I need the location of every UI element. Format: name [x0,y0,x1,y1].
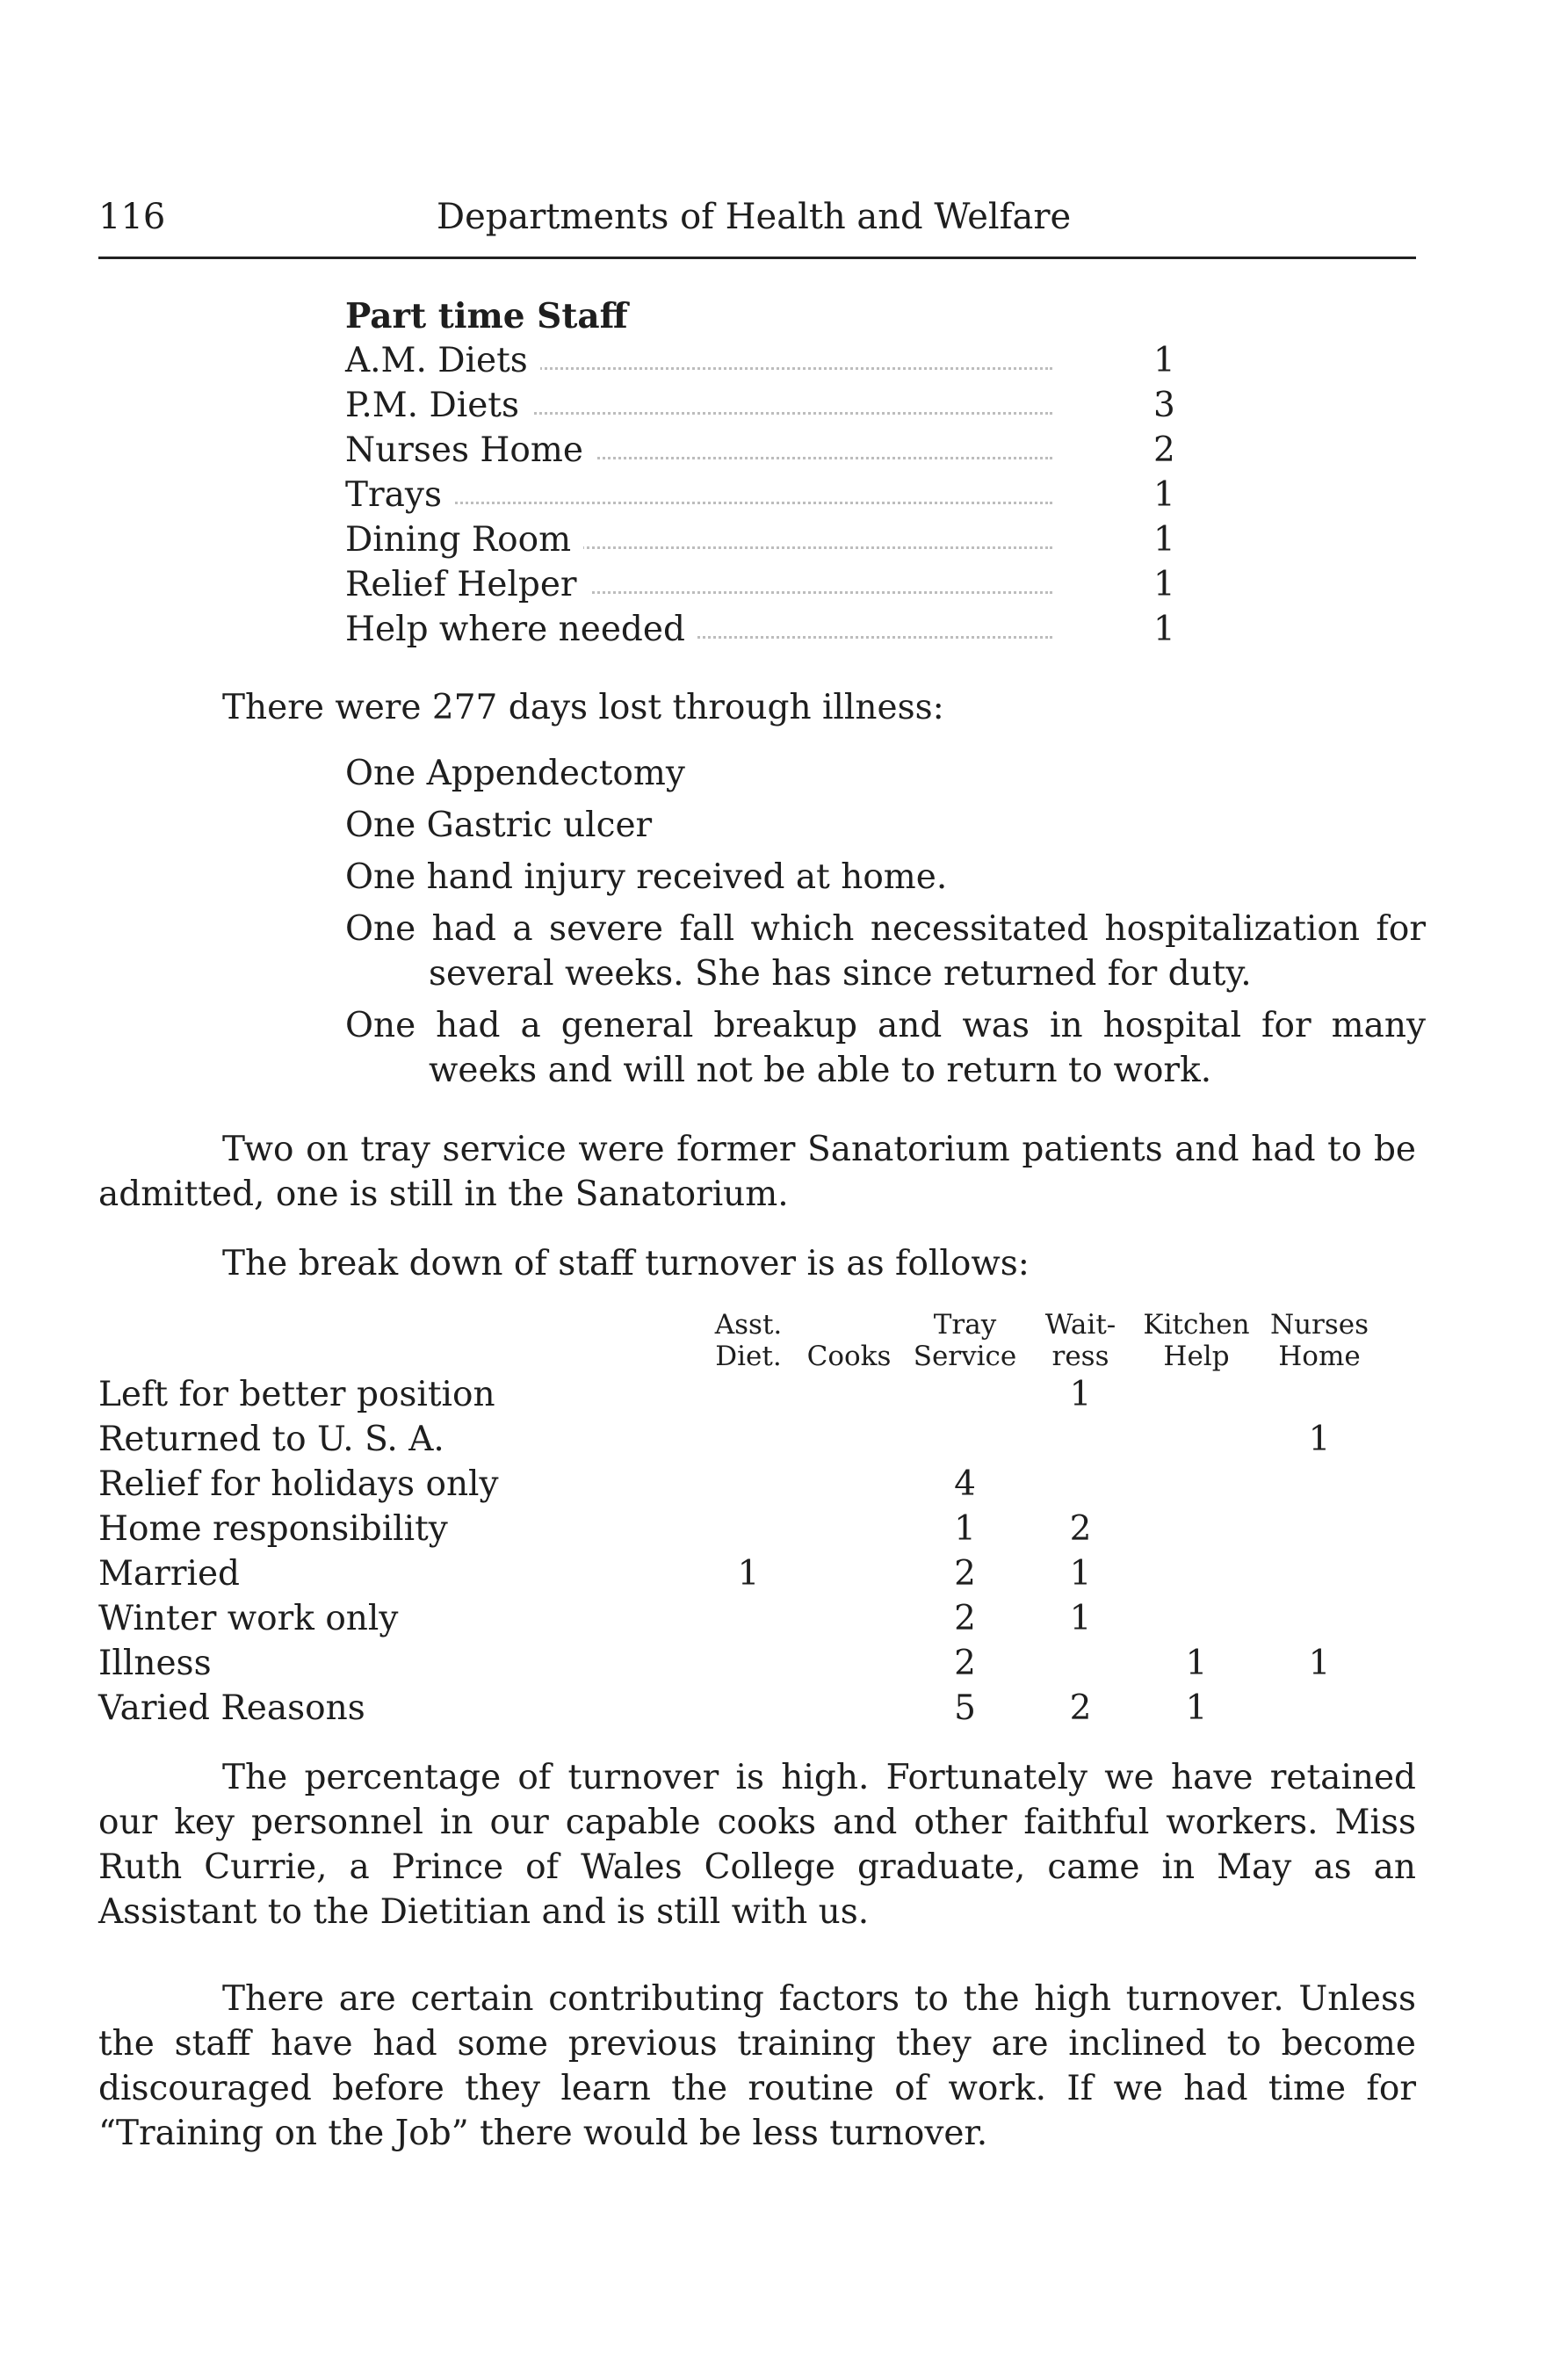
table-row [98,1686,1381,1731]
table-cell [904,1417,1026,1462]
table-cell [1026,1417,1135,1462]
table-cell [1135,1372,1258,1417]
table-cell [703,1686,794,1731]
running-header [98,197,1416,249]
illness-item: One Appendectomy [345,754,685,793]
row-label: Relief for holidays only [98,1464,499,1504]
table-cell [1135,1507,1258,1551]
staff-row [345,607,1175,652]
column-header: Kitchen Help [1143,1309,1250,1372]
staff-count: 3 [1153,386,1175,425]
table-cell [1026,1641,1135,1686]
table-row [98,1551,1381,1596]
illness-item: One Gastric ulcer [345,806,653,845]
staff-count: 2 [1153,430,1175,470]
staff-label: Help where needed [345,607,697,652]
staff-row [345,517,1175,562]
table-row [98,1417,1381,1462]
table-cell: 2 [1069,1509,1092,1549]
staff-label: Dining Room [345,517,583,562]
turnover-paragraph: The percentage of turnover is high. Fortunately we have retained our key personnel in our capable cooks and other faithful workers. Miss Ruth Currie, a Prince of Wales College graduate, came in May as an Assistant to the Dietitian and is still with us. [98,1758,1416,1932]
staff-count: 1 [1153,520,1175,560]
table-cell: 1 [954,1509,976,1549]
table-cell [703,1596,794,1641]
table-cell [794,1551,904,1596]
staff-row [345,562,1175,607]
row-label: Home responsibility [98,1509,448,1549]
table-cell [794,1372,904,1417]
row-label: Varied Reasons [98,1688,365,1728]
row-label: Married [98,1554,240,1594]
staff-count: 1 [1153,565,1175,604]
row-label: Illness [98,1644,212,1683]
table-cell [1026,1462,1135,1507]
table-cell [1258,1507,1381,1551]
tray-service-paragraph: Two on tray service were former Sanatorium patients and had to be admitted, one is still in the Sanatorium. [98,1130,1416,1214]
staff-row [345,473,1175,517]
row-label: Winter work only [98,1599,399,1638]
staff-label: Trays [345,473,454,517]
table-cell [794,1686,904,1731]
contributing-factors-paragraph: There are certain contributing factors to the high turnover. Unless the staff have had some previous training they are inclined to become discouraged before they learn the routine of work. If we had time for “Training on the Job” there would be less turnover. [98,1979,1416,2153]
table-cell: 1 [1069,1375,1092,1414]
running-title: Departments of Health and Welfare [437,197,1072,237]
table-cell: 1 [1185,1688,1208,1728]
table-cell: 1 [737,1554,760,1594]
table-cell [904,1372,1026,1417]
header-rule [98,257,1416,259]
table-row [98,1596,1381,1641]
table-cell: 2 [954,1599,976,1638]
staff-count: 1 [1153,341,1175,380]
page-number: 116 [98,197,166,237]
table-cell: 2 [954,1644,976,1683]
table-cell [794,1596,904,1641]
table-cell [794,1417,904,1462]
staff-count: 1 [1153,610,1175,649]
table-cell [1135,1417,1258,1462]
table-cell [703,1372,794,1417]
table-cell: 1 [1308,1644,1331,1683]
column-header: Tray Service [913,1309,1017,1372]
table-cell [703,1507,794,1551]
staff-label: P.M. Diets [345,383,531,428]
table-row [98,1462,1381,1507]
staff-row [345,338,1175,383]
table-cell: 2 [954,1554,976,1594]
table-cell [1258,1372,1381,1417]
table-cell [1135,1596,1258,1641]
table-cell [794,1641,904,1686]
table-cell [1135,1551,1258,1596]
staff-label: Relief Helper [345,562,589,607]
column-header: Nurses Home [1269,1309,1369,1372]
table-cell: 2 [1069,1688,1092,1728]
illness-item: One had a general breakup and was in hospital for many weeks and will not be able to return to work. [345,1006,1426,1090]
table-cell: 1 [1308,1420,1331,1459]
staff-row [345,428,1175,473]
staff-count: 1 [1153,475,1175,515]
illness-list [345,751,1426,1100]
part-time-staff-heading: Part time Staff [345,296,628,336]
table-cell [794,1462,904,1507]
table-cell [703,1417,794,1462]
table-cell: 1 [1069,1554,1092,1594]
row-label: Returned to U. S. A. [98,1420,444,1459]
table-cell: 5 [954,1688,976,1728]
table-cell: 1 [1185,1644,1208,1683]
table-row [98,1372,1381,1417]
table-row [98,1507,1381,1551]
table-cell [1258,1596,1381,1641]
table-row [98,1641,1381,1686]
table-cell [703,1462,794,1507]
part-time-staff-list [345,294,1175,652]
staff-label: Nurses Home [345,428,596,473]
turnover-intro: The break down of staff turnover is as follows: [222,1244,1030,1283]
table-cell [1258,1551,1381,1596]
turnover-header-row [98,1309,1381,1372]
table-cell: 4 [954,1464,976,1504]
illness-intro: There were 277 days lost through illness: [222,688,944,727]
illness-item: One hand injury received at home. [345,857,948,897]
table-cell [1258,1462,1381,1507]
staff-label: A.M. Diets [345,338,540,383]
column-header: Wait-ress [1044,1309,1116,1372]
table-cell [1258,1686,1381,1731]
table-cell: 1 [1069,1599,1092,1638]
staff-turnover-table [98,1309,1381,1731]
illness-item: One had a severe fall which necessitated hospitalization for several weeks. She has since returned for duty. [345,909,1426,994]
column-header: Cooks [806,1341,892,1372]
table-cell [794,1507,904,1551]
row-label: Left for better position [98,1375,495,1414]
column-header: Asst. Diet. [714,1309,783,1372]
staff-row [345,383,1175,428]
table-cell [1135,1462,1258,1507]
table-cell [703,1641,794,1686]
